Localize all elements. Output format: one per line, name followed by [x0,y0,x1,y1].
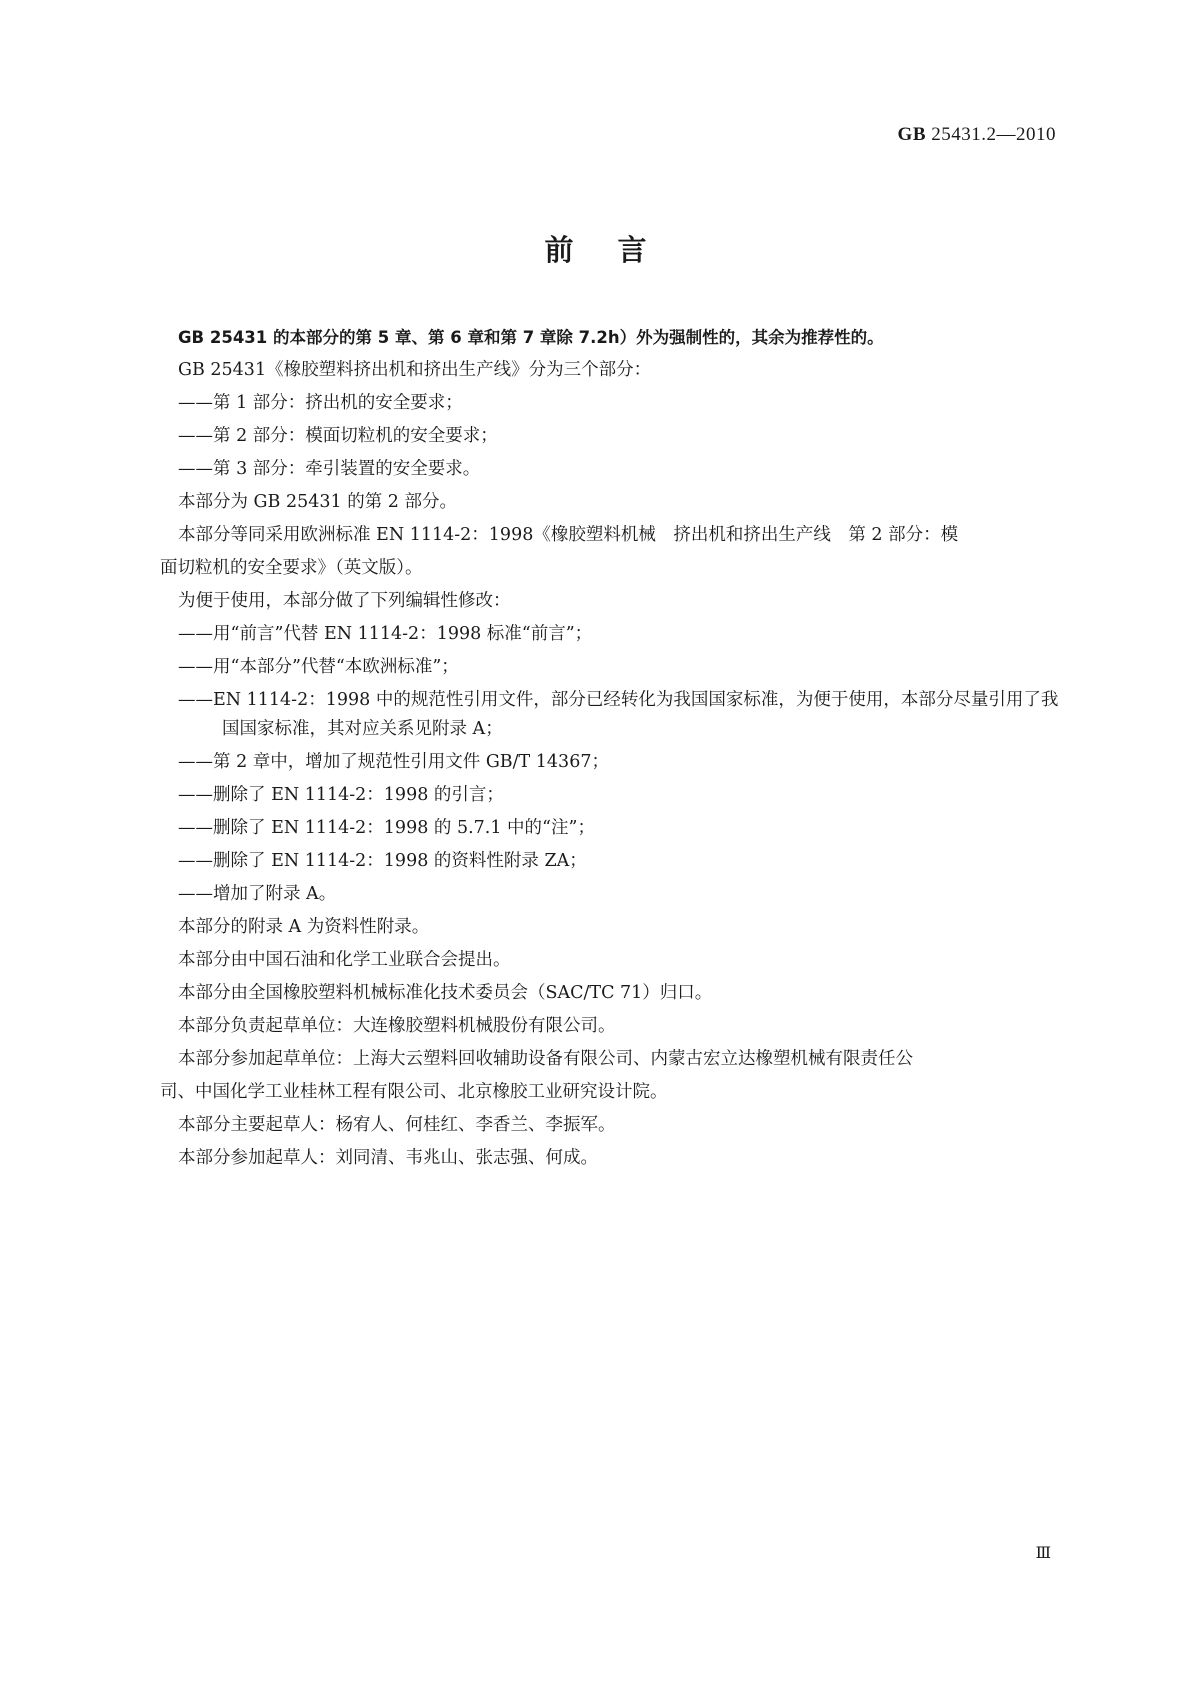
list-item: ——用“前言”代替 EN 1114-2：1998 标准“前言”； [178,624,593,644]
paragraph-participating-units-line2: 司、中国化学工业桂林工程有限公司、北京橡胶工业研究设计院。 [160,1082,668,1102]
paragraph-participating-drafters: 本部分参加起草人：刘同清、韦兆山、张志强、何成。 [178,1148,598,1168]
page-title: 前言 [544,233,691,267]
paragraph-lead-drafter: 本部分负责起草单位：大连橡胶塑料机械股份有限公司。 [178,1016,616,1036]
list-item: ——用“本部分”代替“本欧洲标准”； [178,657,459,677]
list-item: ——增加了附录 A。 [178,884,337,904]
paragraph-parts-intro: GB 25431《橡胶塑料挤出机和挤出生产线》分为三个部分： [178,360,652,380]
list-item: ——第 1 部分：挤出机的安全要求； [178,393,463,413]
paragraph-equivalence-line2: 面切粒机的安全要求》（英文版）。 [160,558,423,578]
list-item: ——第 3 部分：牵引装置的安全要求。 [178,459,481,479]
list-item: ——第 2 章中，增加了规范性引用文件 GB/T 14367； [178,752,609,772]
paragraph-annex: 本部分的附录 A 为资料性附录。 [178,917,430,937]
list-item: ——删除了 EN 1114-2：1998 的资料性附录 ZA； [178,851,587,871]
page-number: Ⅲ [1035,1545,1051,1562]
paragraph-main-drafters: 本部分主要起草人：杨宥人、何桂红、李香兰、李振军。 [178,1115,616,1135]
paragraph-edits-intro: 为便于使用，本部分做了下列编辑性修改： [178,591,511,611]
list-item: ——EN 1114-2：1998 中的规范性引用文件，部分已经转化为我国国家标准，为便于使用，本部分尽量引用了我国国家标准，其对应关系见附录 A； [178,690,1059,739]
paragraph-technical-committee: 本部分由全国橡胶塑料机械标准化技术委员会（SAC/TC 71）归口。 [178,983,713,1003]
paragraph-equivalence-line1: 本部分等同采用欧洲标准 EN 1114-2：1998《橡胶塑料机械 挤出机和挤出生产线 第 2 部分：模 [178,525,959,545]
paragraph-participating-units-line1: 本部分参加起草单位：上海大云塑料回收辅助设备有限公司、内蒙古宏立达橡塑机械有限责任公 [178,1049,913,1069]
standard-prefix: GB [897,124,926,145]
foreword-body [160,323,1061,1177]
list-item: ——删除了 EN 1114-2：1998 的 5.7.1 中的“注”； [178,818,595,838]
standard-number: 25431.2—2010 [931,124,1056,145]
list-item: ——删除了 EN 1114-2：1998 的引言； [178,785,504,805]
standard-code [898,124,1056,146]
paragraph-part-statement: 本部分为 GB 25431 的第 2 部分。 [178,492,457,512]
mandatory-statement: GB 25431 的本部分的第 5 章、第 6 章和第 7 章除 7.2h）外为强制性的，其余为推荐性的。 [178,328,884,347]
paragraph-proposed-by: 本部分由中国石油和化学工业联合会提出。 [178,950,511,970]
list-item: ——第 2 部分：模面切粒机的安全要求； [178,426,498,446]
